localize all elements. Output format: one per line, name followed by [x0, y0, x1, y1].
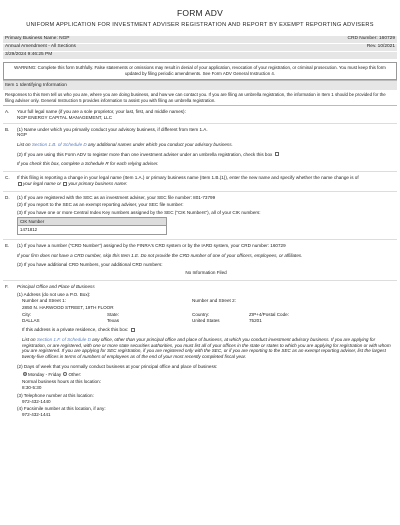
hours-value: 8:30-5:30 — [22, 385, 42, 391]
business-name-value: NGP — [17, 132, 27, 138]
cik-table — [17, 217, 167, 235]
business-name-change-checkbox[interactable] — [63, 182, 67, 186]
address-grid — [22, 298, 395, 324]
item-e — [3, 240, 397, 281]
days-question: (2) Days of week that you normally conduct business at your principal office and place of business: — [17, 363, 218, 369]
legal-name-value: NGP ENERGY CAPITAL MANAGEMENT, LLC — [17, 114, 113, 120]
list-prefix: List on — [22, 336, 36, 342]
list-prefix: List on — [17, 141, 31, 147]
state-label: State: — [107, 311, 120, 317]
item-b2-question: (2) If you are using this Form ADV to register more than one investment adviser under an umbrella registration, check this box — [17, 151, 273, 157]
city-value: DALLAS — [22, 318, 40, 324]
item-letter: B. — [5, 126, 10, 132]
legal-name-option: your legal name or — [23, 180, 62, 186]
principal-office-heading: Principal Office and Place of Business — [17, 283, 95, 289]
era-file-number: (2) If you report to the SEC as an exempt reporting adviser, your SEC file number: — [17, 202, 184, 208]
item-a — [3, 106, 397, 123]
form-title: FORM ADV — [177, 8, 223, 18]
street1-label: Number and Street 1: — [22, 298, 66, 304]
warning-box: WARNING: Complete this form truthfully. False statements or omissions may result in denial of your application, revocation of your registration, or criminal prosecution. You must keep this form updated by filing periodic amendments. See Form ADV General Instruction 4. — [3, 62, 397, 80]
fax-question: (4) Facsimile number at this location, if any: — [17, 406, 106, 412]
item-letter: F. — [5, 283, 9, 289]
private-residence-question: If this address is a private residence, check this box: — [22, 327, 129, 333]
form-revision: Rev. 10/2021 — [366, 44, 395, 50]
private-residence-checkbox[interactable] — [131, 328, 135, 332]
business-name: Primary Business Name: NGP — [5, 36, 70, 42]
form-subtitle: UNIFORM APPLICATION FOR INVESTMENT ADVISER REGISTRATION AND REPORT BY EXEMPT REPORTING ADVISERS — [26, 21, 374, 28]
filing-timestamp: 3/29/2024 9:46:25 PM — [5, 52, 53, 58]
street1-value: 2850 N. HARWOOD STREET, 19TH FLOOR — [22, 304, 114, 310]
phone-question: (3) Telephone number at this location: — [17, 392, 94, 398]
additional-crd-question: (2) If you have additional CRD Numbers, your additional CRD numbers: — [17, 262, 163, 268]
item-c — [3, 172, 397, 191]
item-f — [3, 281, 397, 422]
schedule-d-1b-link[interactable]: Section 1.B. of Schedule D — [31, 141, 87, 147]
info-bar-timestamp — [3, 51, 397, 59]
item-d — [3, 192, 397, 240]
cik-question: (3) If you have one or more Central Index Key numbers assigned by the SEC ("CIK Numbers"), all of your CIK numbers: — [17, 210, 261, 216]
umbrella-checkbox[interactable] — [275, 152, 279, 156]
legal-name-change-checkbox[interactable] — [18, 182, 22, 186]
business-name-option: your primary business name: — [68, 180, 128, 186]
cik-header: CIK Number — [18, 217, 167, 226]
zip-label: ZIP+4/Postal Code: — [249, 311, 289, 317]
monday-friday-label: Monday - Friday — [28, 371, 62, 377]
hours-label: Normal business hours at this location: — [22, 379, 101, 385]
section-intro: Responses to this Item tell us who you are, where you are doing business, and how we can contact you. If you are filing an umbrella registration, the information in Item 1 should be provided for the filing adviser only. General Instruction 5 provides information to assist you with filing an umbrella registration. — [3, 90, 397, 106]
info-bar-business — [3, 35, 397, 43]
phone-value: 972-432-1440 — [22, 398, 51, 404]
city-label: City: — [22, 311, 32, 317]
item-letter: D. — [5, 194, 10, 200]
crd-question: (1) If you have a number ("CRD Number") assigned by the FINRA's CRD system or by the IARD system, your CRD number: 160729 — [17, 242, 286, 248]
zip-value: 75201 — [249, 318, 262, 324]
item-b2-note: If you check this box, complete a Schedule R for each relying adviser. — [17, 161, 159, 167]
crd-note: If your firm does not have a CRD number, skip this Item 1.E. Do not provide the CRD number of one of your officers, employees, or affiliates. — [17, 252, 303, 258]
list-suffix: any additional names under which you conduct your advisory business. — [88, 141, 233, 147]
additional-crd-value: No Information Filed — [185, 270, 227, 276]
state-value: Texas — [107, 318, 119, 324]
fax-value: 972-432-1441 — [22, 412, 51, 417]
country-value: United States — [192, 318, 220, 324]
section-title: Item 1 Identifying Information — [3, 80, 397, 90]
monday-friday-radio[interactable] — [23, 372, 27, 376]
street2-label: Number and Street 2: — [192, 298, 236, 304]
schedule-d-1f-link[interactable]: Section 1.F. of Schedule D — [36, 336, 91, 342]
item-b1-question: (1) Name under which you primarily conduct your advisory business, if different from Item 1.A. — [17, 126, 208, 132]
other-days-radio[interactable] — [63, 372, 67, 376]
info-bar-amendment — [3, 43, 397, 51]
address-question: (1) Address (do not use a P.O. Box): — [17, 291, 91, 297]
country-label: Country: — [192, 311, 210, 317]
item-letter: C. — [5, 175, 10, 181]
crd-number: CRD Number: 160729 — [347, 36, 395, 42]
office-list-text: any office, other than your principal office and place of business, at which you conduct investment advisory business. If you are applying for registration, or are registered, with one or more state securities authorities, you must list all of your offices in the state or states to which you are applying for registration or with whom you are registered. If you are applying for SEC registration, if you are registered only with the SEC, or if you are reporting to the SEC as an exempt reporting adviser, list the largest twenty-five offices in terms of numbers of employees as of the end of your most recently completed fiscal year. — [22, 336, 391, 360]
sec-file-number: (1) If you are registered with the SEC as an investment adviser, your SEC file number: 801-73799 — [17, 194, 216, 200]
cik-value: 1471812 — [18, 226, 167, 235]
item-a-question: Your full legal name (if you are a sole proprietor, your last, first, and middle names): — [17, 109, 186, 115]
amendment-type: Annual Amendment - All Sections — [5, 44, 76, 50]
item-letter: E. — [5, 242, 10, 248]
item-c-question: If this filing is reporting a change in your legal name (Item 1.A.) or primary business name (Item 1.B.(1)), enter the new name and specify whether the name change is of — [17, 175, 359, 181]
item-b — [3, 124, 397, 173]
item-letter: A. — [5, 109, 10, 115]
other-days-label: Other: — [68, 371, 82, 377]
